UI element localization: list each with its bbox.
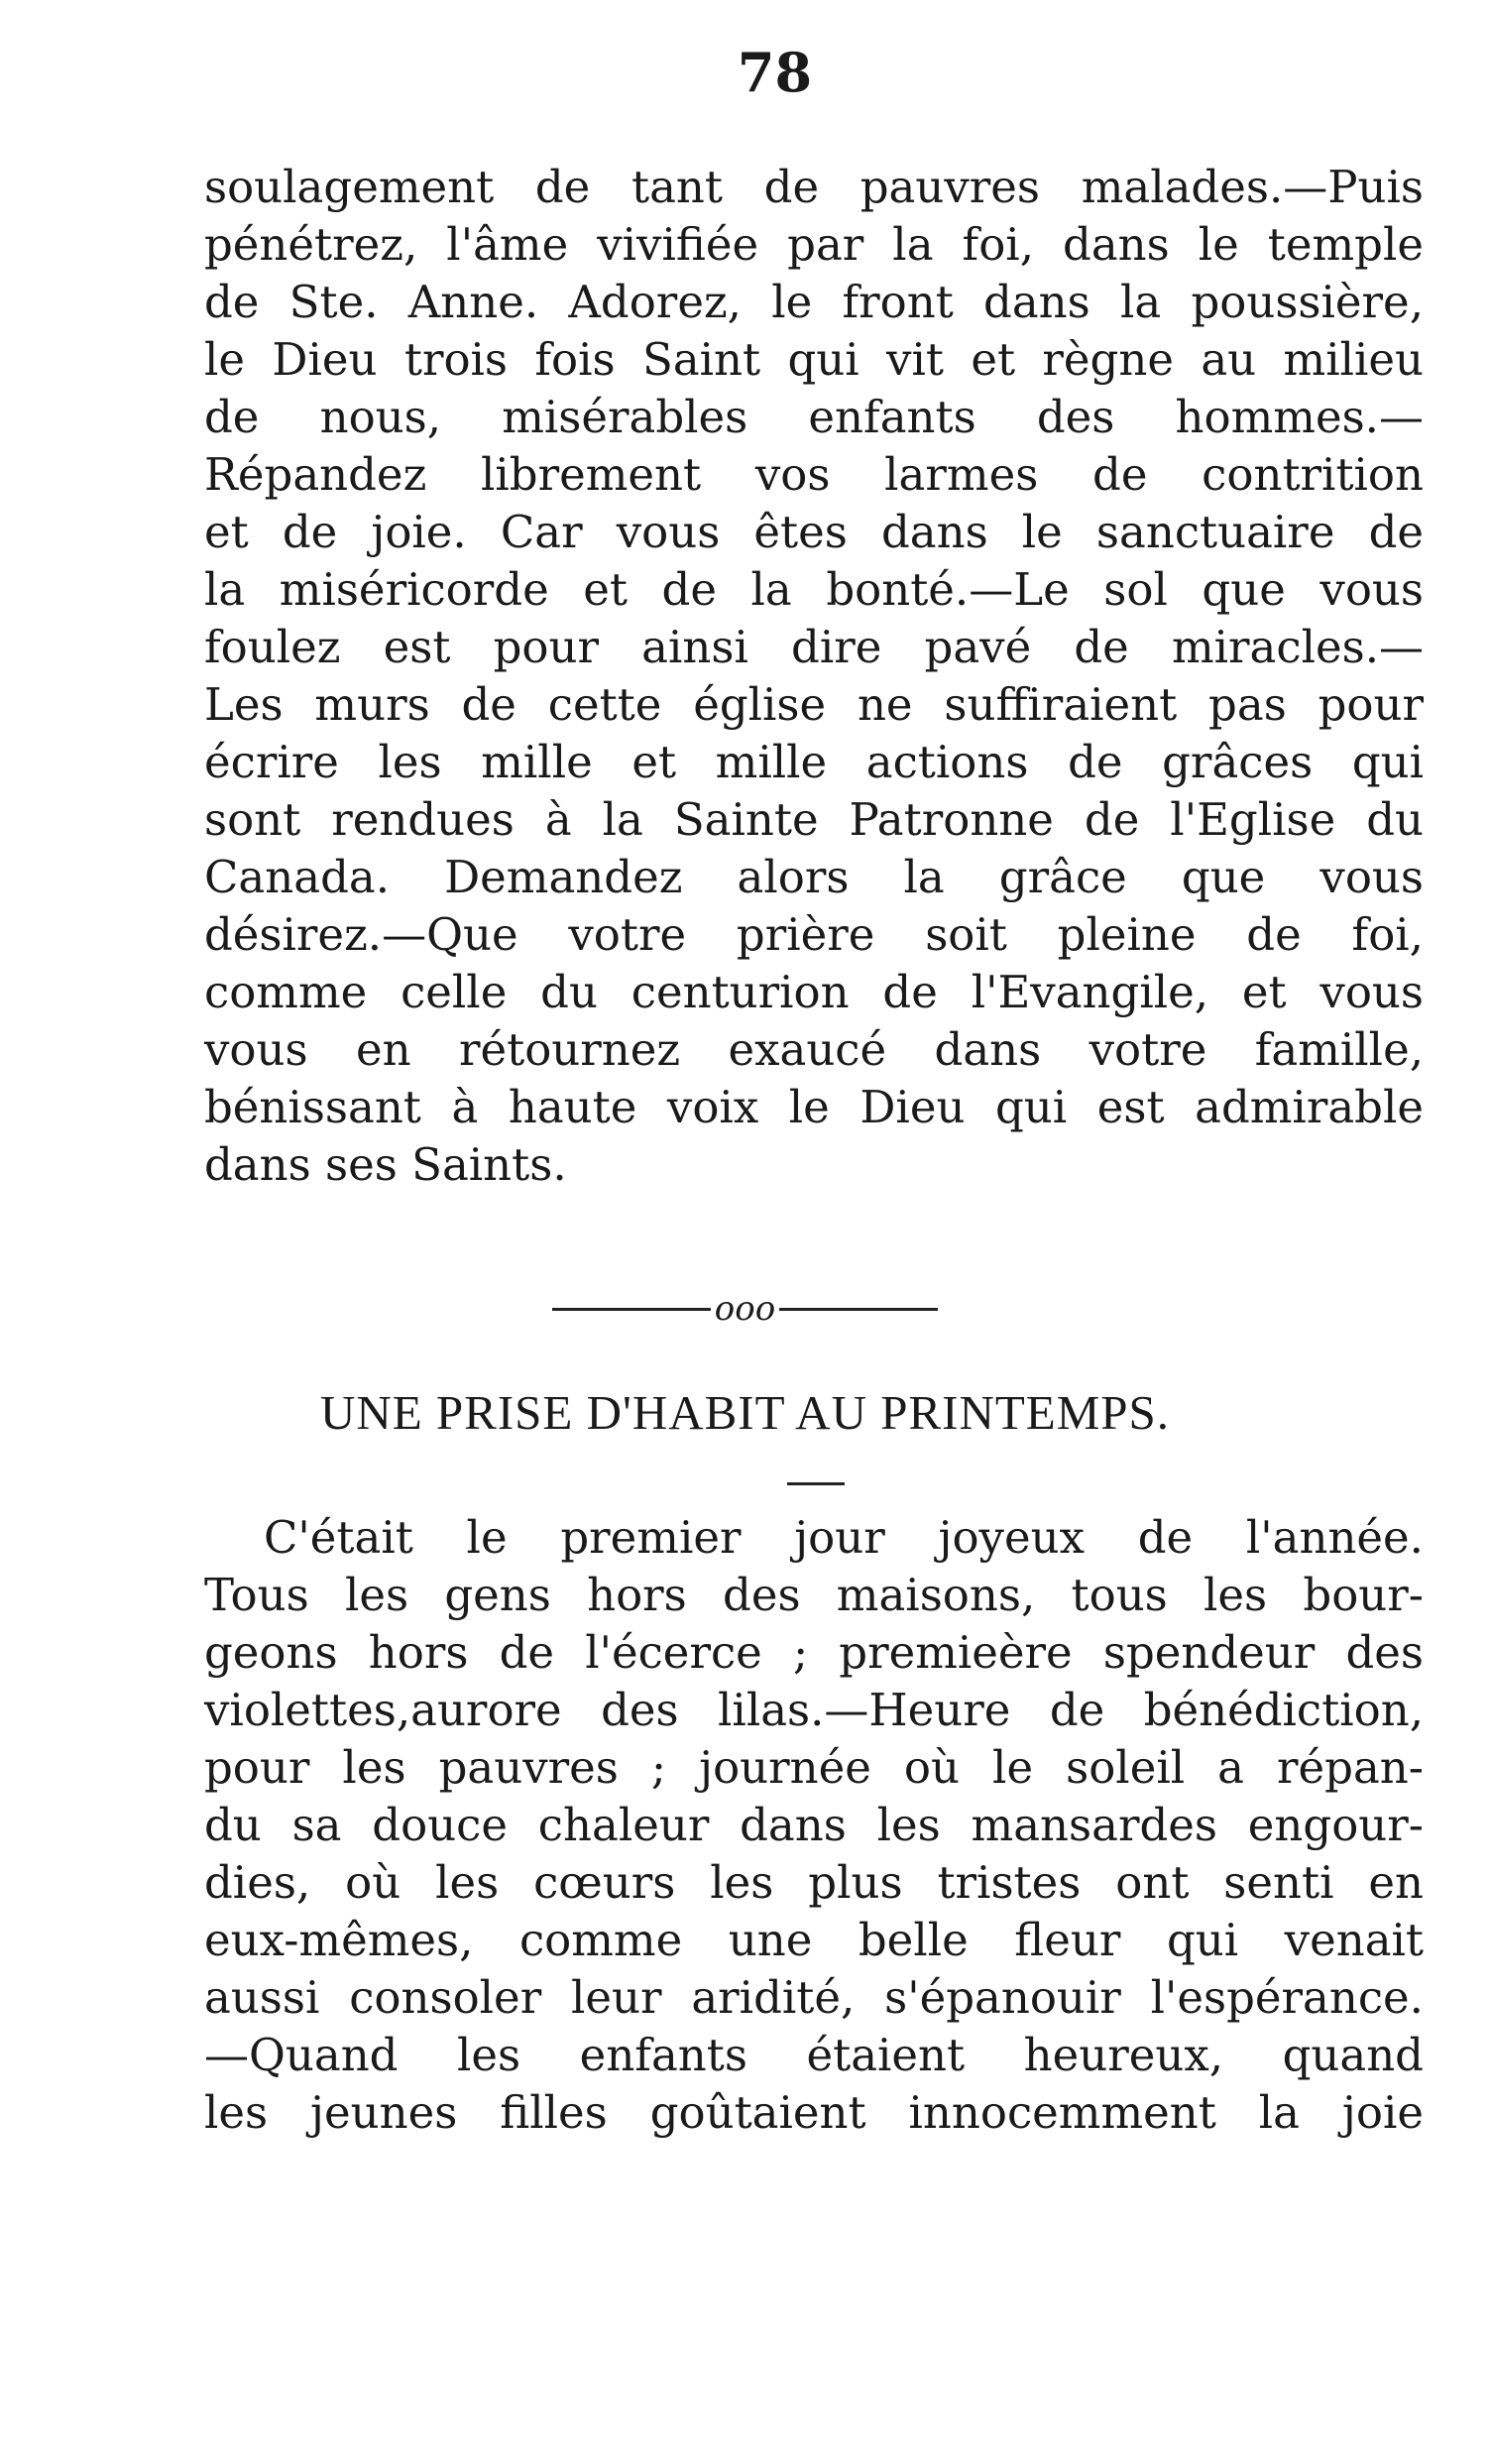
text-line: violettes,aurore des lilas.—Heure de bénédiction, <box>204 1684 1424 1736</box>
text-line: eux-mêmes, comme une belle fleur qui venait <box>204 1914 1424 1966</box>
text-line: et de joie. Car vous êtes dans le sanctuaire de <box>204 506 1424 558</box>
text-line: dans ses Saints. <box>204 1138 567 1191</box>
text-line: les jeunes filles goûtaient innocemment la joie <box>204 2086 1424 2139</box>
text-line: vous en rétournez exaucé dans votre famille, <box>204 1023 1424 1076</box>
section-separator <box>0 1284 1490 1334</box>
separator-rule-right <box>779 1308 938 1311</box>
text-line: bénissant à haute voix le Dieu qui est admirable <box>204 1081 1424 1133</box>
text-line: Tous les gens hors des maisons, tous les bour- <box>204 1569 1424 1621</box>
text-line: Les murs de cette église ne suffiraient pas pour <box>204 678 1424 731</box>
separator-ornament: ooo <box>714 1289 776 1329</box>
separator-rule-left <box>552 1308 711 1311</box>
text-line: comme celle du centurion de l'Evangile, et vous <box>204 966 1424 1018</box>
text-line: de Ste. Anne. Adorez, le front dans la poussière, <box>204 276 1424 328</box>
text-line: du sa douce chaleur dans les mansardes engour- <box>204 1799 1424 1851</box>
text-line: sont rendues à la Sainte Patronne de l'Eglise du <box>204 793 1424 846</box>
text-line: C'était le premier jour joyeux de l'année. <box>264 1511 1424 1564</box>
text-line: pénétrez, l'âme vivifiée par la foi, dans le temple <box>204 218 1424 271</box>
title-underline-rule <box>787 1482 845 1485</box>
text-line: Répandez librement vos larmes de contrition <box>204 448 1424 501</box>
text-line: aussi consoler leur aridité, s'épanouir l'espérance. <box>204 1971 1424 2024</box>
text-line: dies, où les cœurs les plus tristes ont senti en <box>204 1856 1424 1909</box>
text-line: écrire les mille et mille actions de grâces qui <box>204 736 1424 788</box>
passage-bottom <box>204 1509 1424 2142</box>
text-line: foulez est pour ainsi dire pavé de miracles.— <box>204 621 1424 673</box>
passage-top <box>204 159 1424 1194</box>
text-line: la miséricorde et de la bonté.—Le sol que vous <box>204 563 1424 616</box>
text-line: désirez.—Que votre prière soit pleine de foi, <box>204 908 1424 961</box>
text-line: le Dieu trois fois Saint qui vit et règne au milieu <box>204 333 1424 386</box>
text-line: Canada. Demandez alors la grâce que vous <box>204 851 1424 903</box>
section-title: UNE PRISE D'HABIT AU PRINTEMPS. <box>319 1385 1171 1440</box>
text-line: geons hors de l'écerce ; premieère spendeur des <box>204 1626 1424 1679</box>
text-line: —Quand les enfants étaient heureux, quand <box>204 2029 1424 2081</box>
text-line: pour les pauvres ; journée où le soleil a répan- <box>204 1741 1424 1794</box>
text-line: soulagement de tant de pauvres malades.—Puis <box>204 161 1424 213</box>
page-number: 78 <box>737 41 813 104</box>
text-line: de nous, misérables enfants des hommes.— <box>204 391 1424 443</box>
